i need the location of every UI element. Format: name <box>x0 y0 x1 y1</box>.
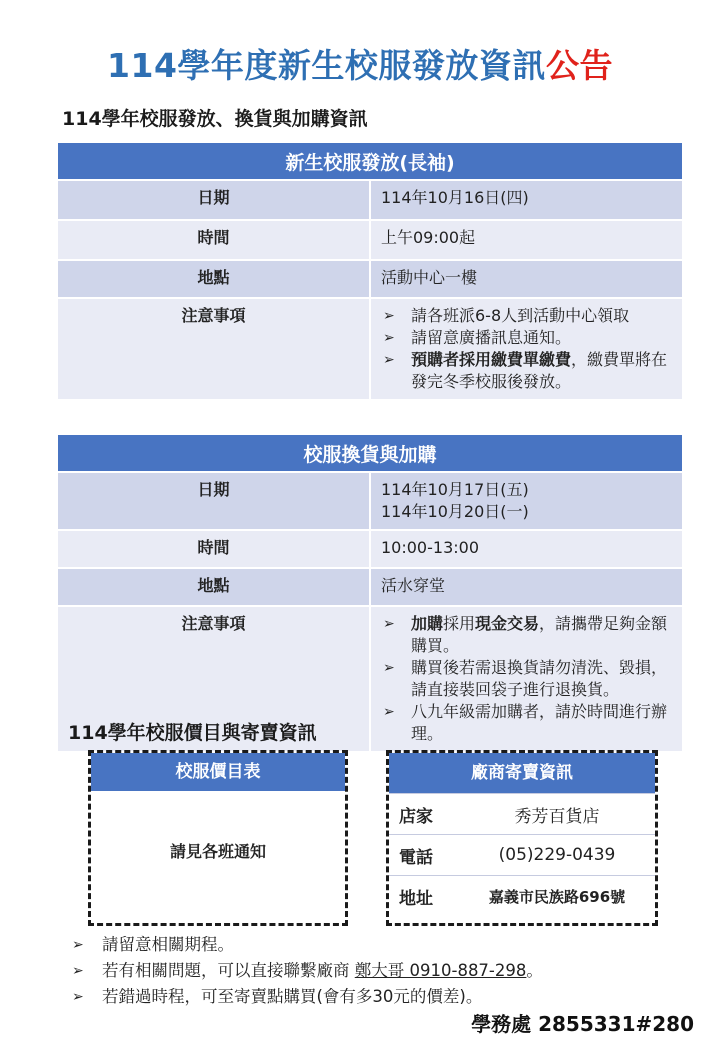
list-item <box>381 657 672 701</box>
price-list-body: 請見各班通知 <box>169 842 266 861</box>
row-label-notes: 注意事項 <box>58 298 370 400</box>
note-text: ，請攜帶足夠金額購買。 <box>411 614 668 655</box>
note-text: 若錯過時程，可至寄賣點購買(會有多30元的價差)。 <box>102 987 483 1006</box>
exchange-table <box>58 435 682 753</box>
table-row <box>58 530 682 568</box>
vendor-value: 嘉義市民族路696號 <box>488 887 626 906</box>
row-value-notes <box>370 298 682 400</box>
row-label-location: 地點 <box>58 568 370 606</box>
note-text: ，繳費單將在發完冬季校服後發放。 <box>411 350 668 391</box>
list-item <box>381 613 672 657</box>
arrow-bullet-icon: ➢ <box>383 704 395 720</box>
vendor-info-header: 廠商寄賣資訊 <box>389 753 655 793</box>
row-value-location: 活水穿堂 <box>370 568 682 606</box>
row-value-time: 上午09:00起 <box>370 220 682 260</box>
row-label-notes: 注意事項 <box>58 606 370 752</box>
row-value-notes <box>370 606 682 752</box>
vendor-info-box <box>386 750 658 926</box>
vendor-row-address <box>389 875 655 916</box>
exchange-table-header: 校服換貨與加購 <box>58 435 682 472</box>
list-item <box>72 984 543 1010</box>
date-line-2: 114年10月20日(一) <box>381 502 529 521</box>
row-label-date: 日期 <box>58 472 370 530</box>
vendor-row-phone <box>389 834 655 875</box>
price-list-box <box>88 750 348 926</box>
note-text: 購買後若需退換貨請勿清洗、毀損，請直接裝回袋子進行退換貨。 <box>411 658 668 699</box>
row-value-date <box>370 472 682 530</box>
vendor-contact: 鄭大哥 0910-887-298 <box>354 961 527 980</box>
arrow-bullet-icon: ➢ <box>383 330 395 346</box>
table-row <box>58 568 682 606</box>
row-value-date: 114年10月16日(四) <box>370 180 682 220</box>
note-bold-text: 預購者採用繳費單繳費 <box>411 350 572 369</box>
table-row <box>58 220 682 260</box>
distribution-table <box>58 143 682 401</box>
distribution-table-header: 新生校服發放(長袖) <box>58 143 682 180</box>
note-text: 八九年級需加購者，請於時間進行辦理。 <box>411 702 668 743</box>
bottom-notes <box>72 932 543 1010</box>
note-text: 請留意廣播訊息通知。 <box>411 328 572 347</box>
list-item <box>72 932 543 958</box>
note-text: 請各班派6-8人到活動中心領取 <box>411 306 630 325</box>
row-value-time: 10:00-13:00 <box>370 530 682 568</box>
arrow-bullet-icon: ➢ <box>72 937 84 953</box>
table-row <box>58 180 682 220</box>
list-item <box>381 349 672 393</box>
note-bold-text: 現金交易 <box>475 614 540 633</box>
list-item <box>381 701 672 745</box>
table-row <box>58 472 682 530</box>
list-item <box>381 327 672 349</box>
section-heading-distribution: 114學年校服發放、換貨與加購資訊 <box>62 108 368 130</box>
arrow-bullet-icon: ➢ <box>383 352 395 368</box>
vendor-row-store <box>389 793 655 834</box>
vendor-value: (05)229-0439 <box>498 845 616 865</box>
footer-contact: 學務處 2855331#280 <box>471 1012 694 1036</box>
page-title-highlight: 公告 <box>545 46 613 85</box>
row-label-time: 時間 <box>58 220 370 260</box>
row-label-date: 日期 <box>58 180 370 220</box>
note-text: 採用 <box>443 614 476 633</box>
vendor-value: 秀芳百貨店 <box>514 806 600 827</box>
arrow-bullet-icon: ➢ <box>383 308 395 324</box>
arrow-bullet-icon: ➢ <box>72 963 84 979</box>
row-label-location: 地點 <box>58 260 370 298</box>
table-row <box>58 260 682 298</box>
vendor-label: 電話 <box>399 847 433 868</box>
row-label-time: 時間 <box>58 530 370 568</box>
vendor-label: 店家 <box>399 806 433 827</box>
note-text: 請留意相關期程。 <box>102 935 234 954</box>
page-title <box>0 40 720 87</box>
note-bold-text: 加購 <box>411 614 444 633</box>
arrow-bullet-icon: ➢ <box>72 989 84 1005</box>
note-text: 。 <box>526 961 543 980</box>
list-item <box>381 305 672 327</box>
list-item <box>72 958 543 984</box>
price-list-header: 校服價目表 <box>91 753 345 791</box>
vendor-label: 地址 <box>399 888 433 909</box>
arrow-bullet-icon: ➢ <box>383 616 395 632</box>
date-line-1: 114年10月17日(五) <box>381 480 529 499</box>
row-value-location: 活動中心一樓 <box>370 260 682 298</box>
note-text: 若有相關問題，可以直接聯繫廠商 <box>102 961 355 980</box>
arrow-bullet-icon: ➢ <box>383 660 395 676</box>
table-row <box>58 298 682 400</box>
page-title-main: 114學年度新生校服發放資訊 <box>107 46 546 85</box>
section-heading-price: 114學年校服價目與寄賣資訊 <box>68 722 317 744</box>
